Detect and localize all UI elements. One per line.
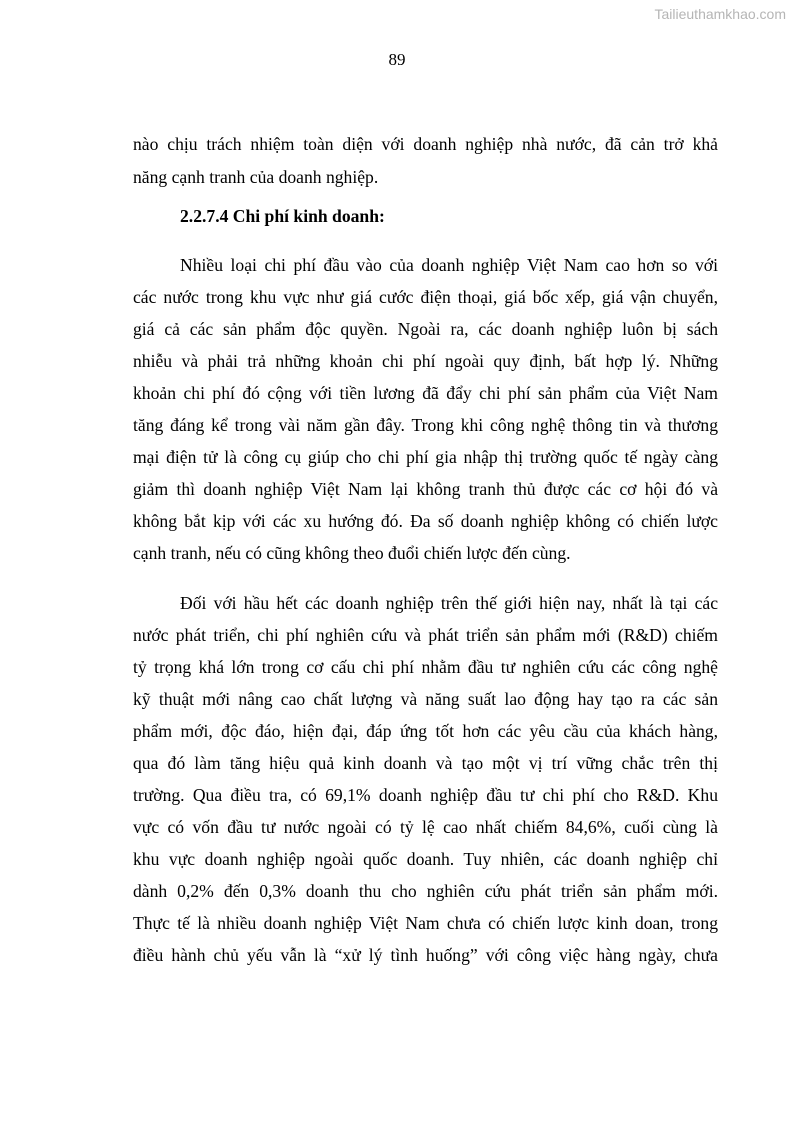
text-line: mại điện tử là công cụ giúp cho chi phí gia nhập thị trường quốc tế ngày càng <box>133 447 718 467</box>
page-number: 89 <box>388 50 406 69</box>
text-line: Thực tế là nhiều doanh nghiệp Việt Nam chưa có chiến lược kinh doan, trong <box>133 913 718 933</box>
text-line: giảm thì doanh nghiệp Việt Nam lại không tranh thủ được các cơ hội đó và <box>133 479 718 499</box>
text-line: các nước trong khu vực như giá cước điện thoại, giá bốc xếp, giá vận chuyển, <box>133 287 718 307</box>
text-line: năng cạnh tranh của doanh nghiệp. <box>133 167 379 187</box>
text-line: khu vực doanh nghiệp ngoài quốc doanh. Tuy nhiên, các doanh nghiệp chỉ <box>133 849 718 869</box>
text-line: điều hành chủ yếu vẫn là “xử lý tình huống” với công việc hàng ngày, chưa <box>133 945 718 965</box>
text-line: kỹ thuật mới nâng cao chất lượng và năng suất lao động hay tạo ra các sản <box>133 689 718 709</box>
text-line: cạnh tranh, nếu có cũng không theo đuổi chiến lược đến cùng. <box>133 543 571 563</box>
text-line: dành 0,2% đến 0,3% doanh thu cho nghiên cứu phát triển sản phẩm mới. <box>133 881 718 901</box>
watermark: Tailieuthamkhao.com <box>654 6 786 22</box>
text-line: tỷ trọng khá lớn trong cơ cấu chi phí nhằm đầu tư nghiên cứu các công nghệ <box>133 657 718 677</box>
text-line: tăng đáng kể trong vài năm gần đây. Trong khi công nghệ thông tin và thương <box>133 415 718 435</box>
text-line: vực có vốn đầu tư nước ngoài có tỷ lệ cao nhất chiếm 84,6%, cuối cùng là <box>133 817 718 837</box>
text-line: phẩm mới, độc đáo, hiện đại, đáp ứng tốt hơn các yêu cầu của khách hàng, <box>133 721 718 741</box>
text-line: Đối với hầu hết các doanh nghiệp trên thế giới hiện nay, nhất là tại các <box>180 593 718 613</box>
text-line: qua đó làm tăng hiệu quả kinh doanh và tạo một vị trí vững chắc trên thị <box>133 753 718 773</box>
text-line: nào chịu trách nhiệm toàn diện với doanh nghiệp nhà nước, đã cản trở khả <box>133 134 718 154</box>
section-heading: 2.2.7.4 Chi phí kinh doanh: <box>180 206 385 226</box>
text-line: khoản chi phí đó cộng với tiền lương đã đẩy chi phí sản phẩm của Việt Nam <box>133 383 718 403</box>
text-line: trường. Qua điều tra, có 69,1% doanh nghiệp đầu tư chi phí cho R&D. Khu <box>133 785 718 805</box>
text-line: không bắt kịp với các xu hướng đó. Đa số doanh nghiệp không có chiến lược <box>133 511 718 531</box>
text-line: nhiễu và phải trả những khoản chi phí ngoài quy định, bất hợp lý. Những <box>133 351 718 371</box>
text-line: Nhiều loại chi phí đầu vào của doanh nghiệp Việt Nam cao hơn so với <box>180 255 718 275</box>
text-line: nước phát triển, chi phí nghiên cứu và phát triển sản phẩm mới (R&D) chiếm <box>133 625 718 645</box>
text-line: giá cả các sản phẩm độc quyền. Ngoài ra, các doanh nghiệp luôn bị sách <box>133 319 718 339</box>
